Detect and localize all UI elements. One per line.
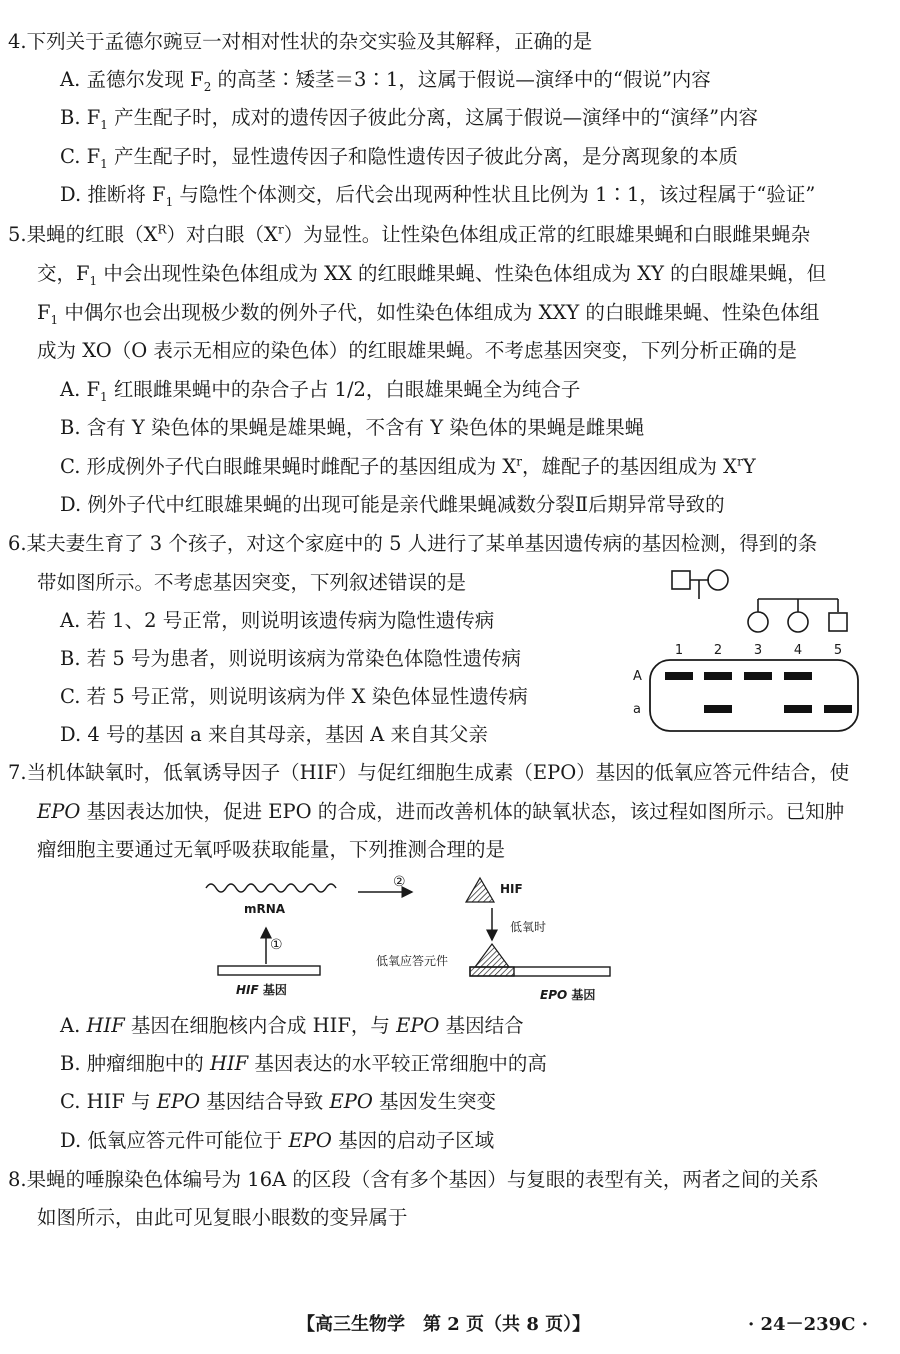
q4-option-b: B. $F_1$ 产生配子时，成对的遗传因子彼此分离，这属于假说—演绎中的“演绎”内容 <box>60 106 759 132</box>
q8-stem-line1: 8.果蝇的唾腺染色体编号为 16A 的区段（含有多个基因）与复眼的表型有关，两者之间的关系 <box>8 1168 819 1191</box>
pedigree-gel-figure <box>620 560 870 745</box>
gel-outline <box>650 660 858 731</box>
step-2-label: ② <box>393 874 406 890</box>
gel-lane-label: 3 <box>753 643 763 658</box>
hif-bound-triangle <box>475 944 509 967</box>
gel-bands <box>665 672 852 713</box>
pedigree-mother-circle <box>708 570 728 590</box>
hif-protein-triangle <box>466 878 494 902</box>
q6-option-d: D. 4 号的基因 a 来自其母亲，基因 A 来自其父亲 <box>60 723 488 746</box>
q7-option-b: B. 肿瘤细胞中的 HIF 基因表达的水平较正常细胞中的高 <box>60 1052 547 1075</box>
q6-option-b: B. 若 5 号为患者，则说明该病为常染色体隐性遗传病 <box>60 647 522 670</box>
q6-stem-line1: 6.某夫妻生育了 3 个孩子，对这个家庭中的 5 人进行了某单基因遗传病的基因检测，得到的条 <box>8 532 818 555</box>
gel-lane-label: 2 <box>713 643 723 658</box>
q7-stem-line1: 7.当机体缺氧时，低氧诱导因子（HIF）与促红细胞生成素（EPO）基因的低氧应答元件结合，使 <box>8 761 850 784</box>
q5-stem-line1: 5.果蝇的红眼$(X^R)$对白眼$(X^r)$为显性。让性染色体组成正常的红眼雄果蝇和白眼雌果蝇杂 <box>8 222 811 246</box>
q5-option-b: B. 含有 Y 染色体的果蝇是雄果蝇，不含有 Y 染色体的果蝇是雌果蝇 <box>60 416 645 439</box>
q7-option-d: D. 低氧应答元件可能位于 EPO 基因的启动子区域 <box>60 1129 495 1152</box>
q7-stem-line2: EPO 基因表达加快，促进 EPO 的合成，进而改善机体的缺氧状态，该过程如图所示。已知肿 <box>37 800 845 823</box>
gel-row-label-a: a <box>633 702 641 717</box>
gel-band-A-lane-3 <box>744 672 772 680</box>
q4-option-c: C. $F_1$ 产生配子时，显性遗传因子和隐性遗传因子彼此分离，是分离现象的本质 <box>60 145 738 171</box>
gel-lane-label: 1 <box>674 643 684 658</box>
q6-stem-line2: 带如图所示。不考虑基因突变，下列叙述错误的是 <box>37 571 467 594</box>
hif-gene-label: HIF 基因 <box>236 983 287 997</box>
hif-gene-bar <box>218 966 320 975</box>
q5-stem-line3: $F_1$ 中偶尔也会出现极少数的例外子代，如性染色体组成为 XXY 的白眼雌果蝇、性染色体组 <box>37 301 820 327</box>
gel-band-A-lane-4 <box>784 672 812 680</box>
q6-option-a: A. 若 1、2 号正常，则说明该遗传病为隐性遗传病 <box>60 609 495 632</box>
gel-band-A-lane-1 <box>665 672 693 680</box>
gel-lane-label: 4 <box>793 643 803 658</box>
q5-option-d: D. 例外子代中红眼雄果蝇的出现可能是亲代雌果蝇减数分裂Ⅱ后期异常导致的 <box>60 493 725 516</box>
gel-band-a-lane-5 <box>824 705 852 713</box>
step-1-label: ① <box>270 937 283 953</box>
q5-stem-line4: 成为 XO（O 表示无相应的染色体）的红眼雄果蝇。不考虑基因突变，下列分析正确的是 <box>37 339 797 362</box>
pedigree-child5-square <box>829 613 847 631</box>
gel-band-a-lane-2 <box>704 705 732 713</box>
footer-exam-code: · 24－239C · <box>748 1314 869 1335</box>
q8-stem-line2: 如图所示，由此可见复眼小眼数的变异属于 <box>37 1206 408 1229</box>
q4-option-d: D. 推断将 $F_1$ 与隐性个体测交，后代会出现两种性状且比例为 1∶1，该过程属于“验证” <box>60 183 816 209</box>
q6-option-c: C. 若 5 号正常，则说明该病为伴 X 染色体显性遗传病 <box>60 685 528 708</box>
q4-stem: 4.下列关于孟德尔豌豆一对相对性状的杂交实验及其解释，正确的是 <box>8 30 593 53</box>
hypoxia-label: 低氧时 <box>510 920 547 934</box>
mrna-label: mRNA <box>244 902 286 916</box>
gel-lane-label: 5 <box>833 643 843 658</box>
gel-row-label-A: A <box>633 669 642 684</box>
gel-band-a-lane-4 <box>784 705 812 713</box>
hypoxia-element-label: 低氧应答元件 <box>376 954 449 968</box>
gel-band-A-lane-2 <box>704 672 732 680</box>
q5-option-c: C. 形成例外子代白眼雌果蝇时雌配子的基因组成为 $X^r$，雄配子的基因组成为 $X^rY$ <box>60 454 756 478</box>
hypoxia-response-element <box>470 967 514 976</box>
hif-epo-diagram <box>200 868 630 1008</box>
pedigree-chart <box>672 570 847 632</box>
q7-option-a: A. HIF 基因在细胞核内合成 HIF，与 EPO 基因结合 <box>60 1014 524 1037</box>
q7-stem-line3: 瘤细胞主要通过无氧呼吸获取能量，下列推测合理的是 <box>37 838 506 861</box>
q4-option-a: A. 孟德尔发现 $F_2$ 的高茎∶矮茎＝3∶1，这属于假说—演绎中的“假说”内容 <box>60 68 711 94</box>
hif-label: HIF <box>500 882 523 896</box>
mrna-wave <box>206 884 336 892</box>
pedigree-child4-circle <box>788 612 808 632</box>
pedigree-child3-circle <box>748 612 768 632</box>
footer-page-info: 【高三生物学 第 2 页（共 8 页）】 <box>297 1314 591 1335</box>
q5-stem-line2: 交，$F_1$ 中会出现性染色体组成为 XX 的红眼雌果蝇、性染色体组成为 XY 的白眼雄果蝇，但 <box>37 262 827 288</box>
epo-gene-label: EPO 基因 <box>540 988 596 1002</box>
q7-option-c: C. HIF 与 EPO 基因结合导致 EPO 基因发生突变 <box>60 1090 497 1113</box>
pedigree-father-square <box>672 571 690 589</box>
q5-option-a: A. $F_1$ 红眼雌果蝇中的杂合子占 1/2，白眼雄果蝇全为纯合子 <box>60 378 581 404</box>
